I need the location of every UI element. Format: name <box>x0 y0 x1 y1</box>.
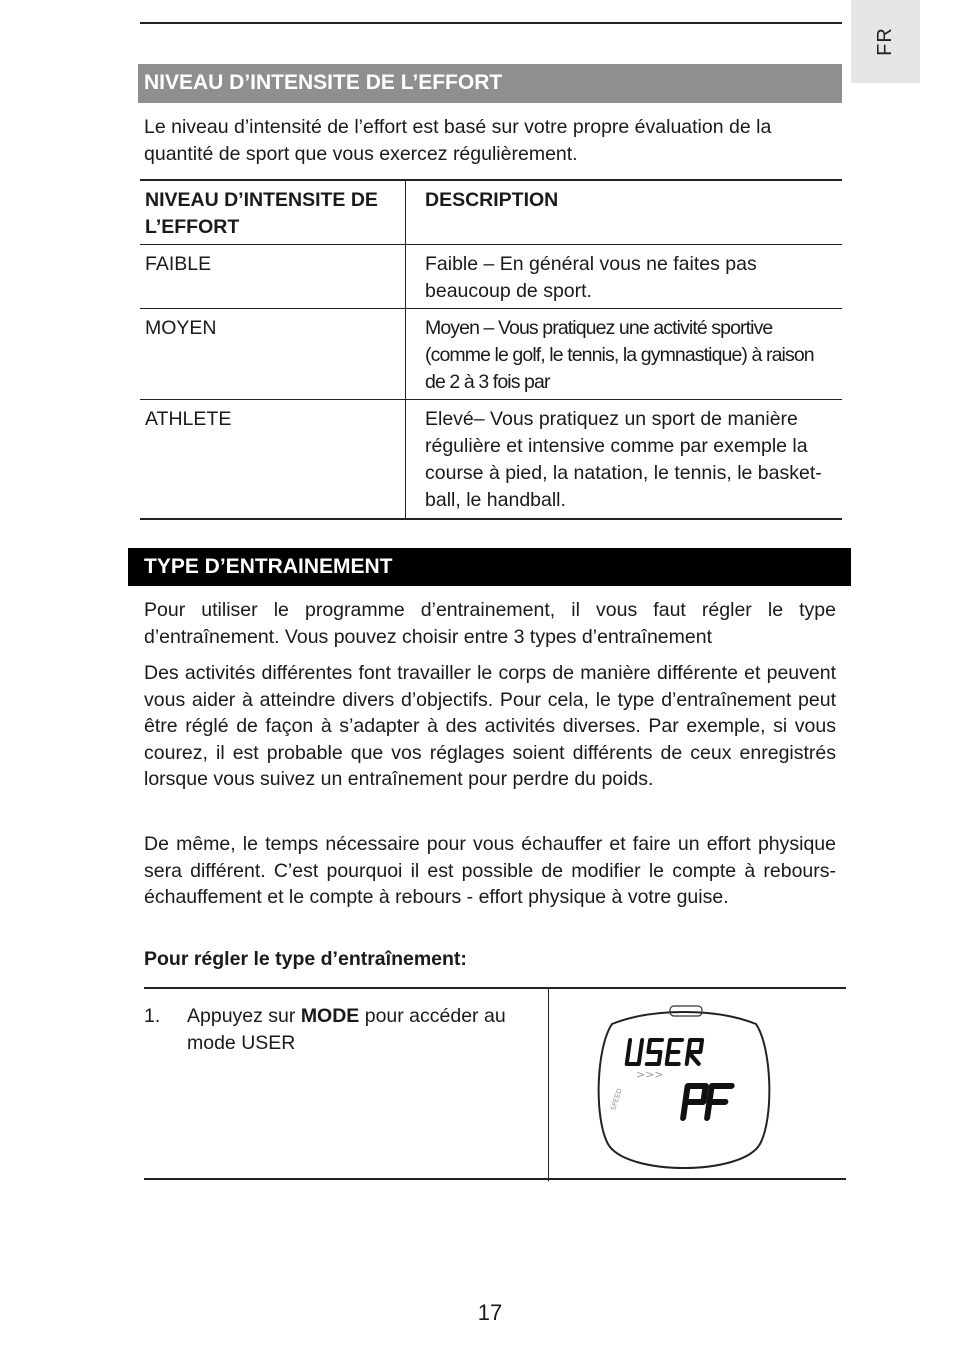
table-row <box>140 309 842 400</box>
body-paragraph: Pour utiliser le programme d’entrainement, il vous faut régler le type d’entraînement. Vous pouvez choisir entre 3 types d’entraînement <box>144 599 836 648</box>
table-header-description: DESCRIPTION <box>406 180 843 245</box>
language-tab <box>851 0 920 83</box>
top-rule <box>140 22 842 24</box>
watch-button-icon <box>670 1006 702 1016</box>
steps-column-divider <box>548 988 549 1181</box>
language-tab-label: FR <box>873 27 896 56</box>
table-header-row <box>140 180 842 245</box>
watch-arrows: >>> <box>636 1068 664 1081</box>
body-paragraph: Des activités différentes font travailler le corps de manière différente et peuvent vous aider à atteindre divers d’objectifs. Pour cela, le type d’entraînement peut être réglé de façon à s’adapter à des activités diverses. Par exemple, si vous courez, il est probable que vos réglages soient différents de ceux enregistrés lorsque vous suivez un entraînement pour perdre du poids. <box>144 662 836 790</box>
table-row <box>140 400 842 520</box>
procedure-heading: Pour régler le type d’entraînement: <box>144 948 467 970</box>
watch-face-outline <box>599 1012 770 1168</box>
steps-top-rule <box>144 987 846 989</box>
body-paragraph: De même, le temps nécessaire pour vous échauffer et faire un effort physique sera différent. C’est pourquoi il est possible de modifier le compte à rebours- échauffement et le compte à rebours - effort physique à votre guise. <box>144 833 836 908</box>
watch-display-illustration <box>592 998 776 1176</box>
page-number: 17 <box>477 1300 503 1325</box>
step-instruction <box>187 1003 517 1057</box>
watch-display-pf <box>683 1086 731 1118</box>
table-cell-description: Elevé– Vous pratiquez un sport de manière régulière et intensive comme par exemple la course à pied, la natation, le tennis, le basket-ball, le handball. <box>406 400 843 520</box>
table-header-level: NIVEAU D’INTENSITE DE L’EFFORT <box>140 180 406 245</box>
intro-paragraph: Le niveau d’intensité de l’effort est basé sur votre propre évaluation de la quantité de sport que vous exercez régulièrement. <box>144 116 772 165</box>
intensity-table <box>140 179 842 520</box>
table-cell-description: Moyen – Vous pratiquez une activité sportive (comme le golf, le tennis, la gymnastique) à raison de 2 à 3 fois par <box>406 309 843 400</box>
table-row <box>140 245 842 309</box>
step-number: 1. <box>144 1005 161 1027</box>
table-cell-level: FAIBLE <box>140 245 406 309</box>
step-key-mode: MODE <box>300 1005 360 1027</box>
section-heading-training-type: TYPE D’ENTRAINEMENT <box>128 548 851 586</box>
watch-speed-label: SPEED <box>609 1087 624 1112</box>
step-text-before: Appuyez sur <box>187 1005 301 1027</box>
table-cell-level: ATHLETE <box>140 400 406 520</box>
watch-display-user <box>627 1040 702 1064</box>
step-text-after: pour accéder au mode USER <box>187 1005 506 1054</box>
steps-bottom-rule <box>144 1178 846 1180</box>
table-cell-description: Faible – En général vous ne faites pas beaucoup de sport. <box>406 245 843 309</box>
section-heading-intensity: NIVEAU D’INTENSITE DE L’EFFORT <box>138 64 842 103</box>
table-cell-level: MOYEN <box>140 309 406 400</box>
